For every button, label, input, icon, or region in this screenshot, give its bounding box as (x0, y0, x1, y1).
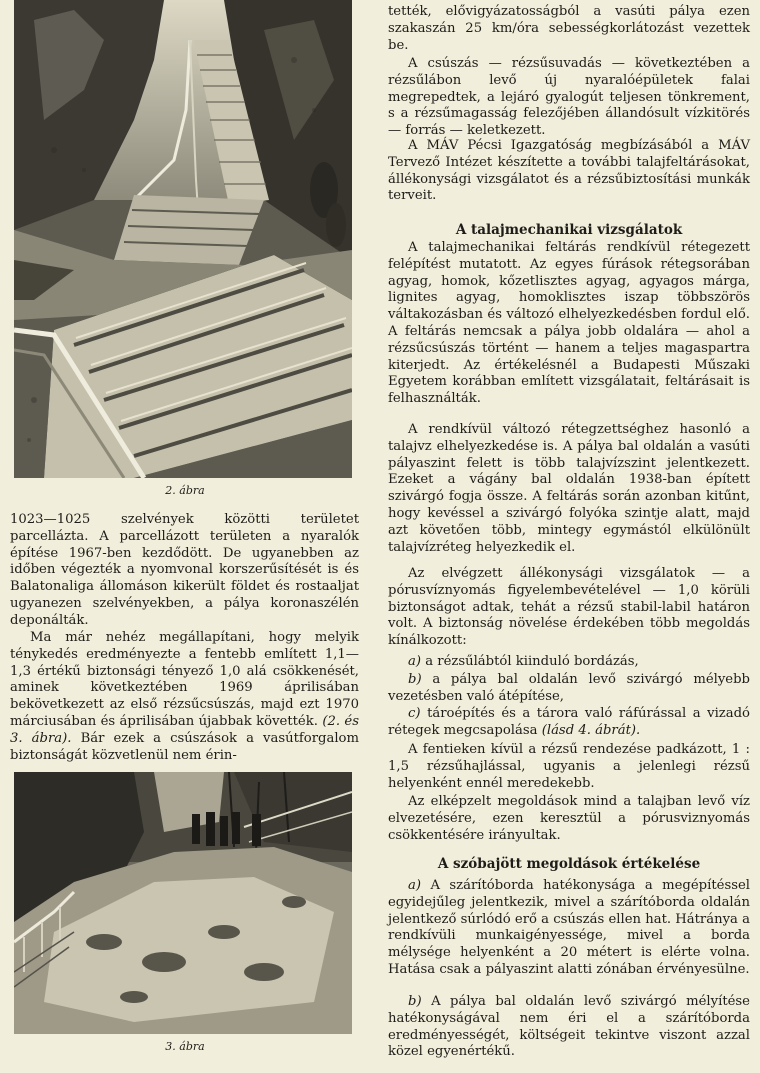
list-item-a-text: a rézsűlábtól kiinduló bordázás, (425, 654, 639, 669)
paragraph-9-text: A szárítóborda hatékonysága a megépítéssel egyidejűleg jelentkezik, mivel a szárítóborda oldalán jelentkező súrlódó erő a csúszás ellen hat. Hátránya a rendkívüli munkaigényessége, mivel a borda mélysége helyenként a 20 métert is elérte volna. Hatása csak a pályaszint alatti zónában érvényesülne. (388, 878, 751, 977)
right-paragraph-6: Az elvégzett állékonysági vizsgálatok — a pórusvíznyomás figyelembevételével — 1,0 körüli biztonságot adtak, tehát a rézsű stabil-labil határon volt. A biztonság növelése érdekében több megoldás kínálkozott: (388, 566, 750, 649)
list-item-a (388, 654, 750, 671)
list-item-b-label: b) (408, 672, 422, 687)
figure-reference: (2. és 3. ábra). (10, 713, 359, 746)
right-paragraph-9 (388, 878, 750, 979)
list-item-b-text: a pálya bal oldalán levő szivárgó mélyebb vezetésben való átépítése, (388, 672, 750, 704)
right-paragraph-4: A talajmechanikai feltárás rendkívül rétegezett felépítést mutatott. Az egyes fúrások rétegsorában agyag, homok, kőzetlisztes agyag, agyagos márga, lignites agyag, homoklisztes iszap többszörös váltakozásban és változó elhelyezkedésben fordul elő. A feltárás nemcsak a pálya jobb oldalára — ahol a rézsűcsúszás történt — hanem a teljes magaspartra kiterjedt. Az értékelésnél a Budapesti Műszaki Egyetem korábban említett vizsgálatait, feltárásait is felhasználták. (388, 240, 750, 407)
left-paragraph-1: 1023—1025 szelvények közötti területet parcellázta. A parcellázott területen a nyaralók építése 1967-ben kezdődött. De ugyanebben az időben végezték a nyomvonal korszerűsítését is és Balatonaliga állomáson kikerült földet és rostaaljat ugyanezen szelvényekben, a pálya koronaszélén deponálták. (10, 512, 359, 628)
right-paragraph-3: A MÁV Pécsi Igazgatóság megbízásából a MÁV Tervező Intézet készítette a további talajfeltárásokat, állékonysági vizsgálatot és a rézsűbiztosítási munkák terveit. (388, 138, 750, 204)
paragraph-9-label: a) (408, 878, 422, 893)
right-paragraph-2: A csúszás — rézsűsuvadás — következtében a rézsűlábon levő új nyaralóépületek falai megrepedtek, a lejáró gyalogút teljesen tönkrement, s a rézsűmagasság felezőjében állandósult vízkitörés — forrás — keletkezett. (388, 56, 750, 139)
left-paragraph-2 (10, 630, 359, 764)
left-paragraph-2-text: Ma már nehéz megállapítani, hogy melyik ténykedés eredményezte a fentebb említett 1,1—1,3 értékű biztonsági tényező 1,0 alá csökkenését, aminek következtében 1969 áprilisában bekövetkezett az első rézsűcsúszás, majd ezt 1970 márciusában és áprilisában újabbak követték. (10, 630, 359, 729)
figure-3-caption: 3. ábra (165, 1040, 205, 1053)
list-item-c-text: tároépítés és a tárora való ráfúrással a vizadó rétegek megcsapolása (388, 706, 750, 738)
list-item-a-label: a) (408, 654, 422, 669)
left-paragraph-2-tail: Bár ezek a csúszások a vasútforgalom biztonságát közvetlenül nem érin- (10, 730, 359, 763)
list-item-c-reference: (lásd 4. ábrát). (541, 722, 641, 738)
right-paragraph-8: Az elképzelt megoldások mind a talajban levő víz elvezetésére, ezen keresztül a pórusviznyomás csökkentésére irányultak. (388, 794, 750, 843)
figure-3-photo (14, 772, 352, 1034)
figure-2-caption: 2. ábra (165, 484, 205, 497)
right-paragraph-1: tették, elővigyázatosságból a vasúti pálya ezen szakaszán 25 km/óra sebességkorlátozást vezettek be. (388, 4, 750, 53)
right-paragraph-10 (388, 994, 750, 1061)
paragraph-10-text: A pálya bal oldalán levő szivárgó mélyítése hatékonyságával nem éri el a szárítóborda eredményességét, költségeit tekintve viszont azzal közel egyenértékű. (388, 994, 750, 1060)
figure-2-photo (14, 0, 352, 478)
list-item-c-label: c) (408, 706, 421, 721)
right-paragraph-7: A fentieken kívül a rézsű rendezése padkázott, 1 : 1,5 rézsűhajlással, ugyanis a jelenlegi rézsű helyenként ennél meredekebb. (388, 742, 750, 791)
section-heading-evaluation: A szóbajött megoldások értékelése (437, 856, 701, 872)
list-item-c (388, 706, 750, 740)
paragraph-10-label: b) (408, 994, 422, 1009)
section-heading-soil-mechanics: A talajmechanikai vizsgálatok (455, 222, 683, 238)
list-item-b (388, 672, 750, 706)
right-paragraph-5: A rendkívül változó rétegzettséghez hasonló a talajvz elhelyezkedése is. A pálya bal oldalán a vasúti pályaszint felett is több talajvízszint jelentkezett. Ezeket a vágány bal oldalán 1938-ban épített szivárgó fogja össze. A feltárás során azonban kitűnt, hogy kevéssel a szivárgó folyóka szintje alatt, majd azt követően több, mintegy egymástól elkülönült talajvízréteg helyezkedik el. (388, 422, 750, 555)
